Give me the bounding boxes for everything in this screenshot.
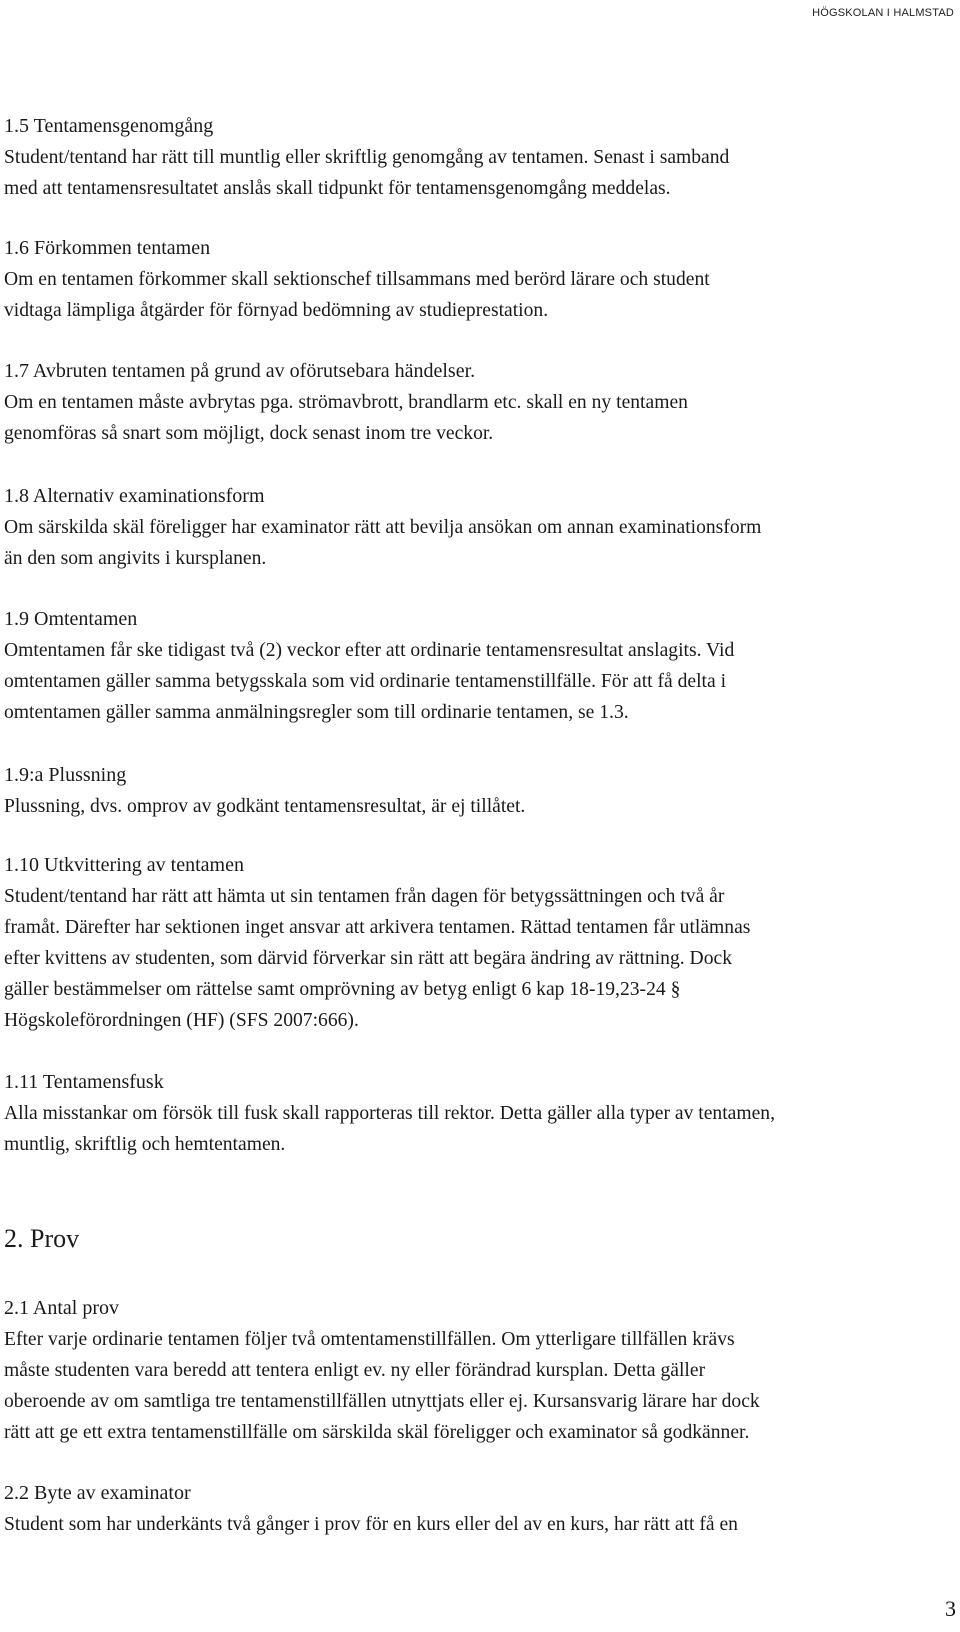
section-1-9 <box>4 604 954 728</box>
paragraph-line: Plussning, dvs. omprov av godkänt tentamensresultat, är ej tillåtet. <box>4 796 526 817</box>
section-title: 1.9 Omtentamen <box>4 608 138 630</box>
page-number: 3 <box>945 1596 956 1621</box>
paragraph-line: rätt att ge ett extra tentamenstillfälle om särskilda skäl föreligger och examinator så godkänner. <box>4 1422 750 1443</box>
paragraph-line: Om en tentamen förkommer skall sektionschef tillsammans med berörd lärare och student <box>4 269 710 290</box>
paragraph-line: omtentamen gäller samma betygsskala som vid ordinarie tentamenstillfälle. För att få delta i <box>4 671 727 692</box>
section-title: 1.7 Avbruten tentamen på grund av oförutsebara händelser. <box>4 360 476 382</box>
paragraph-line: Efter varje ordinarie tentamen följer två omtentamenstillfällen. Om ytterligare tillfällen krävs <box>4 1329 735 1350</box>
section-title: 1.8 Alternativ examinationsform <box>4 485 265 507</box>
paragraph-line: vidtaga lämpliga åtgärder för förnyad bedömning av studieprestation. <box>4 300 549 321</box>
paragraph-line: Student som har underkänts två gånger i prov för en kurs eller del av en kurs, har rätt att få en <box>4 1514 738 1535</box>
section-1-5 <box>4 111 954 204</box>
paragraph-line: Högskoleförordningen (HF) (SFS 2007:666). <box>4 1010 359 1031</box>
paragraph-line: med att tentamensresultatet anslås skall tidpunkt för tentamensgenomgång meddelas. <box>4 178 671 199</box>
paragraph-line: än den som angivits i kursplanen. <box>4 548 267 569</box>
section-title: 1.6 Förkommen tentamen <box>4 237 211 259</box>
paragraph-line: Alla misstankar om försök till fusk skall rapporteras till rektor. Detta gäller alla typer av tentamen, <box>4 1103 776 1124</box>
section-1-6 <box>4 233 954 326</box>
section-1-8 <box>4 481 954 574</box>
paragraph-line: Om en tentamen måste avbrytas pga. strömavbrott, brandlarm etc. skall en ny tentamen <box>4 392 688 413</box>
paragraph-line: måste studenten vara beredd att tentera enligt ev. ny eller förändrad kursplan. Detta gäller <box>4 1360 706 1381</box>
page-header: HÖGSKOLAN I HALMSTAD <box>812 7 954 19</box>
paragraph-line: Student/tentand har rätt att hämta ut sin tentamen från dagen för betygssättningen och två år <box>4 886 725 907</box>
section-2-2 <box>4 1478 954 1540</box>
section-title: 2.2 Byte av examinator <box>4 1482 191 1504</box>
paragraph-line: Student/tentand har rätt till muntlig eller skriftlig genomgång av tentamen. Senast i samband <box>4 147 730 168</box>
paragraph-line: Om särskilda skäl föreligger har examinator rätt att bevilja ansökan om annan examinationsform <box>4 517 762 538</box>
section-2 <box>4 1222 954 1256</box>
paragraph-line: gäller bestämmelser om rättelse samt omprövning av betyg enligt 6 kap 18-19,23-24 § <box>4 979 681 1000</box>
section-2-1 <box>4 1293 954 1448</box>
paragraph-line: framåt. Därefter har sektionen inget ansvar att arkivera tentamen. Rättad tentamen får utlämnas <box>4 917 751 938</box>
paragraph-line: omtentamen gäller samma anmälningsregler som till ordinarie tentamen, se 1.3. <box>4 702 629 723</box>
chapter-title: 2. Prov <box>4 1224 80 1253</box>
section-1-7 <box>4 356 954 449</box>
section-1-9a <box>4 760 954 822</box>
section-1-11 <box>4 1067 954 1160</box>
section-title: 1.5 Tentamensgenomgång <box>4 115 214 137</box>
section-title: 1.10 Utkvittering av tentamen <box>4 854 244 876</box>
paragraph-line: genomföras så snart som möjligt, dock senast inom tre veckor. <box>4 423 494 444</box>
paragraph-line: Omtentamen får ske tidigast två (2) veckor efter att ordinarie tentamensresultat anslagits. Vid <box>4 640 735 661</box>
paragraph-line: oberoende av om samtliga tre tentamenstillfällen utnyttjats eller ej. Kursansvarig lärare har dock <box>4 1391 760 1412</box>
paragraph-line: efter kvittens av studenten, som därvid förverkar sin rätt att begära ändring av rättning. Dock <box>4 948 732 969</box>
section-1-10 <box>4 850 954 1036</box>
paragraph-line: muntlig, skriftlig och hemtentamen. <box>4 1134 286 1155</box>
section-title: 1.9:a Plussning <box>4 764 127 786</box>
section-title: 1.11 Tentamensfusk <box>4 1071 164 1093</box>
section-title: 2.1 Antal prov <box>4 1297 119 1319</box>
